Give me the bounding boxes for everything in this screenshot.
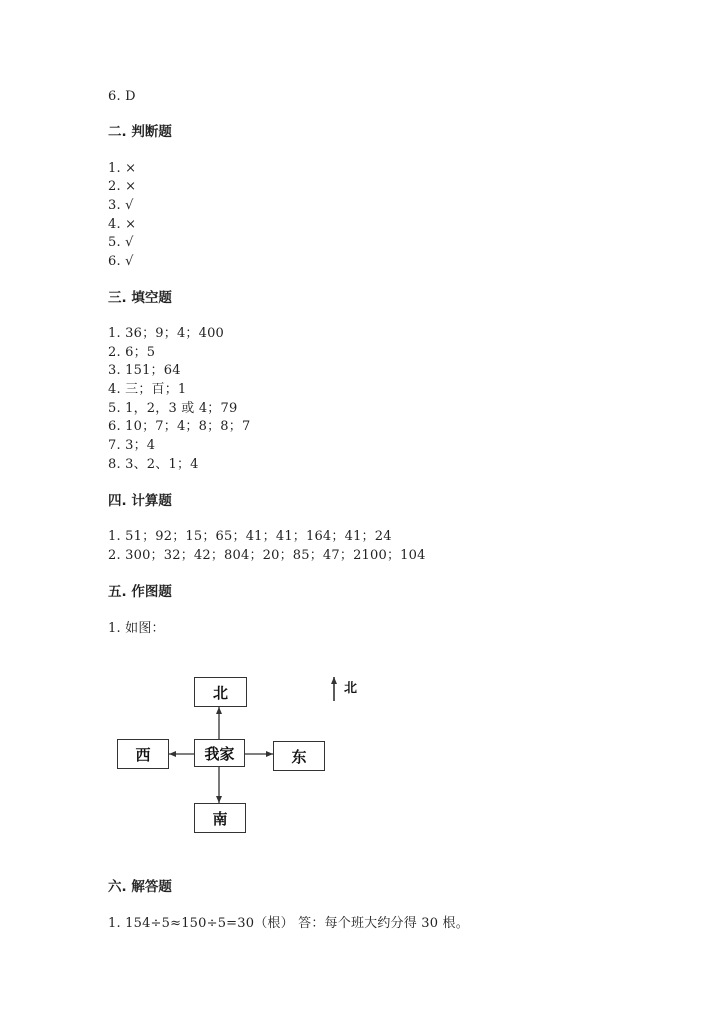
- fill-answer-3: 3. 151；64: [108, 363, 181, 378]
- section-heading-fill-blank: 三. 填空题: [108, 290, 172, 306]
- mc-answer-6: 6. D: [108, 89, 136, 104]
- north-indicator-label: 北: [344, 681, 358, 696]
- box-home: 我家: [194, 739, 245, 767]
- section-heading-word-problems: 六. 解答题: [108, 879, 172, 895]
- fill-answer-2: 2. 6；5: [108, 345, 156, 360]
- fill-answer-4: 4. 三；百；1: [108, 382, 187, 397]
- box-south: 南: [194, 803, 246, 833]
- direction-diagram: [108, 665, 388, 840]
- judgment-answer-3: 3. √: [108, 198, 134, 213]
- judgment-answer-2: 2. ×: [108, 179, 137, 194]
- section-heading-calculation: 四. 计算题: [108, 493, 172, 509]
- box-north: 北: [194, 677, 247, 707]
- judgment-answer-1: 1. ×: [108, 161, 137, 176]
- judgment-answer-6: 6. √: [108, 254, 134, 269]
- calc-answer-2: 2. 300；32；42；804；20；85；47；2100；104: [108, 548, 426, 563]
- fill-answer-7: 7. 3；4: [108, 438, 156, 453]
- judgment-answer-4: 4. ×: [108, 217, 137, 232]
- judgment-answer-5: 5. √: [108, 235, 134, 250]
- box-west: 西: [117, 739, 169, 769]
- fill-answer-1: 1. 36；9；4；400: [108, 326, 225, 341]
- section-heading-judgment: 二. 判断题: [108, 124, 172, 140]
- box-east: 东: [273, 741, 325, 771]
- fill-answer-8: 8. 3、2、1；4: [108, 457, 199, 472]
- section-heading-drawing: 五. 作图题: [108, 584, 172, 600]
- word-problem-answer-1: 1. 154÷5≈150÷5=30（根） 答：每个班大约分得 30 根。: [108, 916, 469, 931]
- drawing-answer-1: 1. 如图：: [108, 621, 165, 636]
- calc-answer-1: 1. 51；92；15；65；41；41；164；41；24: [108, 529, 392, 544]
- fill-answer-6: 6. 10；7；4；8；8；7: [108, 419, 251, 434]
- fill-answer-5: 5. 1，2，3 或 4；79: [108, 401, 238, 416]
